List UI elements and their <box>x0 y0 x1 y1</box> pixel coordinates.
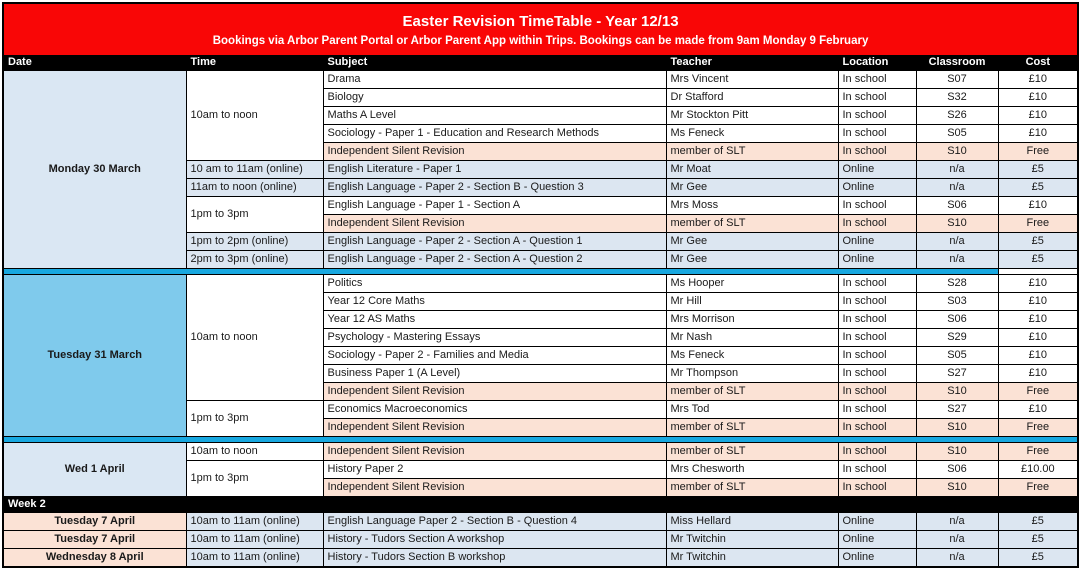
classroom-cell: S06 <box>916 197 998 215</box>
location-cell: In school <box>838 419 916 437</box>
teacher-cell: Ms Hooper <box>666 275 838 293</box>
subject-cell: Independent Silent Revision <box>323 419 666 437</box>
cost-cell: £5 <box>998 233 1078 251</box>
teacher-cell: Mr Hill <box>666 293 838 311</box>
cost-cell: Free <box>998 419 1078 437</box>
booking-instructions: Bookings via Arbor Parent Portal or Arbor Parent App within Trips. Bookings can be made from 9am Monday 9 February <box>212 35 869 48</box>
teacher-cell: member of SLT <box>666 419 838 437</box>
date-cell: Tuesday 7 April <box>3 513 186 531</box>
teacher-cell: Mr Thompson <box>666 365 838 383</box>
location-cell: In school <box>838 107 916 125</box>
subject-cell: Independent Silent Revision <box>323 383 666 401</box>
location-cell: In school <box>838 125 916 143</box>
easter-revision-timetable <box>2 2 1079 568</box>
subject-cell: Year 12 Core Maths <box>323 293 666 311</box>
subject-cell: Independent Silent Revision <box>323 215 666 233</box>
time-cell: 10am to noon <box>186 275 323 401</box>
time-cell: 2pm to 3pm (online) <box>186 251 323 269</box>
subject-cell: English Language - Paper 1 - Section A <box>323 197 666 215</box>
teacher-cell: Mr Twitchin <box>666 531 838 549</box>
time-cell: 10am to noon <box>186 71 323 161</box>
teacher-cell: Mr Twitchin <box>666 549 838 568</box>
subject-cell: History - Tudors Section A workshop <box>323 531 666 549</box>
cost-cell: £10 <box>998 197 1078 215</box>
column-header-location: Location <box>838 56 916 71</box>
classroom-cell: S27 <box>916 365 998 383</box>
location-cell: Online <box>838 179 916 197</box>
classroom-cell: n/a <box>916 531 998 549</box>
column-header-date: Date <box>3 56 186 71</box>
timetable-row <box>3 531 1078 549</box>
column-header-row <box>3 56 1078 71</box>
location-cell: In school <box>838 401 916 419</box>
teacher-cell: Mrs Morrison <box>666 311 838 329</box>
time-cell: 1pm to 2pm (online) <box>186 233 323 251</box>
column-header-cost: Cost <box>998 56 1078 71</box>
teacher-cell: Mr Gee <box>666 251 838 269</box>
cost-cell: £10 <box>998 107 1078 125</box>
subject-cell: Psychology - Mastering Essays <box>323 329 666 347</box>
teacher-cell: member of SLT <box>666 215 838 233</box>
time-cell: 1pm to 3pm <box>186 401 323 437</box>
timetable-body <box>3 71 1078 568</box>
time-cell: 10am to 11am (online) <box>186 531 323 549</box>
cost-cell: £10 <box>998 71 1078 89</box>
location-cell: In school <box>838 461 916 479</box>
subject-cell: Maths A Level <box>323 107 666 125</box>
location-cell: In school <box>838 293 916 311</box>
date-cell: Wednesday 8 April <box>3 549 186 568</box>
location-cell: In school <box>838 443 916 461</box>
location-cell: In school <box>838 71 916 89</box>
teacher-cell: Mr Gee <box>666 233 838 251</box>
subject-cell: English Language - Paper 2 - Section B - Question 3 <box>323 179 666 197</box>
teacher-cell: Miss Hellard <box>666 513 838 531</box>
cost-cell: £10 <box>998 365 1078 383</box>
timetable-row <box>3 275 1078 293</box>
teacher-cell: Mrs Vincent <box>666 71 838 89</box>
week2-band-row <box>3 497 1078 513</box>
location-cell: In school <box>838 329 916 347</box>
subject-cell: Biology <box>323 89 666 107</box>
teacher-cell: Mrs Moss <box>666 197 838 215</box>
classroom-cell: S29 <box>916 329 998 347</box>
time-cell: 11am to noon (online) <box>186 179 323 197</box>
location-cell: Online <box>838 513 916 531</box>
cost-cell: £10.00 <box>998 461 1078 479</box>
subject-cell: English Language - Paper 2 - Section A - Question 1 <box>323 233 666 251</box>
classroom-cell: n/a <box>916 233 998 251</box>
subject-cell: Sociology - Paper 2 - Families and Media <box>323 347 666 365</box>
column-header-subject: Subject <box>323 56 666 71</box>
date-cell: Monday 30 March <box>3 71 186 269</box>
time-cell: 1pm to 3pm <box>186 197 323 233</box>
subject-cell: Year 12 AS Maths <box>323 311 666 329</box>
time-cell: 10am to 11am (online) <box>186 549 323 568</box>
cost-cell: £5 <box>998 531 1078 549</box>
classroom-cell: S05 <box>916 347 998 365</box>
column-header-teacher: Teacher <box>666 56 838 71</box>
cost-cell: £5 <box>998 251 1078 269</box>
cost-cell: £10 <box>998 329 1078 347</box>
classroom-cell: S10 <box>916 479 998 497</box>
classroom-cell: n/a <box>916 179 998 197</box>
teacher-cell: Mrs Chesworth <box>666 461 838 479</box>
cost-cell: Free <box>998 215 1078 233</box>
cost-cell: £10 <box>998 275 1078 293</box>
location-cell: In school <box>838 143 916 161</box>
cost-cell: £10 <box>998 401 1078 419</box>
subject-cell: Politics <box>323 275 666 293</box>
column-header-time: Time <box>186 56 323 71</box>
cost-cell: Free <box>998 143 1078 161</box>
week2-label: Week 2 <box>3 497 1078 513</box>
subject-cell: Independent Silent Revision <box>323 143 666 161</box>
teacher-cell: Mr Gee <box>666 179 838 197</box>
subject-cell: Economics Macroeconomics <box>323 401 666 419</box>
cost-cell: £10 <box>998 293 1078 311</box>
teacher-cell: Mr Nash <box>666 329 838 347</box>
timetable-row <box>3 443 1078 461</box>
location-cell: In school <box>838 197 916 215</box>
location-cell: In school <box>838 347 916 365</box>
subject-cell: Drama <box>323 71 666 89</box>
cost-cell: Free <box>998 443 1078 461</box>
timetable-row <box>3 513 1078 531</box>
subject-cell: English Language Paper 2 - Section B - Question 4 <box>323 513 666 531</box>
classroom-cell: S10 <box>916 143 998 161</box>
cost-cell: £5 <box>998 549 1078 568</box>
location-cell: Online <box>838 251 916 269</box>
cost-cell: Free <box>998 383 1078 401</box>
teacher-cell: Mrs Tod <box>666 401 838 419</box>
subject-cell: History Paper 2 <box>323 461 666 479</box>
time-cell: 10am to noon <box>186 443 323 461</box>
teacher-cell: member of SLT <box>666 443 838 461</box>
subject-cell: Sociology - Paper 1 - Education and Research Methods <box>323 125 666 143</box>
classroom-cell: n/a <box>916 513 998 531</box>
subject-cell: Independent Silent Revision <box>323 479 666 497</box>
location-cell: In school <box>838 383 916 401</box>
classroom-cell: S05 <box>916 125 998 143</box>
classroom-cell: n/a <box>916 161 998 179</box>
classroom-cell: S32 <box>916 89 998 107</box>
time-cell: 10am to 11am (online) <box>186 513 323 531</box>
location-cell: Online <box>838 549 916 568</box>
teacher-cell: Ms Feneck <box>666 347 838 365</box>
subject-cell: English Language - Paper 2 - Section A - Question 2 <box>323 251 666 269</box>
classroom-cell: S10 <box>916 443 998 461</box>
teacher-cell: member of SLT <box>666 143 838 161</box>
subject-cell: History - Tudors Section B workshop <box>323 549 666 568</box>
location-cell: In school <box>838 311 916 329</box>
classroom-cell: S07 <box>916 71 998 89</box>
cost-cell: £10 <box>998 311 1078 329</box>
banner-row <box>3 3 1078 56</box>
subject-cell: Independent Silent Revision <box>323 443 666 461</box>
teacher-cell: member of SLT <box>666 479 838 497</box>
location-cell: In school <box>838 89 916 107</box>
teacher-cell: member of SLT <box>666 383 838 401</box>
location-cell: In school <box>838 275 916 293</box>
classroom-cell: S06 <box>916 311 998 329</box>
cost-cell: £5 <box>998 513 1078 531</box>
column-header-classroom: Classroom <box>916 56 998 71</box>
subject-cell: Business Paper 1 (A Level) <box>323 365 666 383</box>
timetable-row <box>3 549 1078 568</box>
classroom-cell: n/a <box>916 251 998 269</box>
teacher-cell: Dr Stafford <box>666 89 838 107</box>
classroom-cell: S27 <box>916 401 998 419</box>
date-cell: Tuesday 31 March <box>3 275 186 437</box>
date-cell: Wed 1 April <box>3 443 186 497</box>
classroom-cell: n/a <box>916 549 998 568</box>
location-cell: Online <box>838 531 916 549</box>
cost-cell: £10 <box>998 125 1078 143</box>
time-cell: 10 am to 11am (online) <box>186 161 323 179</box>
location-cell: In school <box>838 215 916 233</box>
subject-cell: English Literature - Paper 1 <box>323 161 666 179</box>
cost-cell: £10 <box>998 347 1078 365</box>
title-banner <box>3 3 1078 56</box>
teacher-cell: Ms Feneck <box>666 125 838 143</box>
date-cell: Tuesday 7 April <box>3 531 186 549</box>
classroom-cell: S10 <box>916 215 998 233</box>
classroom-cell: S26 <box>916 107 998 125</box>
teacher-cell: Mr Stockton Pitt <box>666 107 838 125</box>
timetable-row <box>3 71 1078 89</box>
classroom-cell: S28 <box>916 275 998 293</box>
location-cell: Online <box>838 233 916 251</box>
classroom-cell: S10 <box>916 419 998 437</box>
page-title: Easter Revision TimeTable - Year 12/13 <box>402 12 679 30</box>
location-cell: In school <box>838 479 916 497</box>
teacher-cell: Mr Moat <box>666 161 838 179</box>
cost-cell: Free <box>998 479 1078 497</box>
time-cell: 1pm to 3pm <box>186 461 323 497</box>
cost-cell: £10 <box>998 89 1078 107</box>
location-cell: Online <box>838 161 916 179</box>
location-cell: In school <box>838 365 916 383</box>
cost-cell: £5 <box>998 179 1078 197</box>
classroom-cell: S06 <box>916 461 998 479</box>
cost-cell: £5 <box>998 161 1078 179</box>
classroom-cell: S10 <box>916 383 998 401</box>
classroom-cell: S03 <box>916 293 998 311</box>
